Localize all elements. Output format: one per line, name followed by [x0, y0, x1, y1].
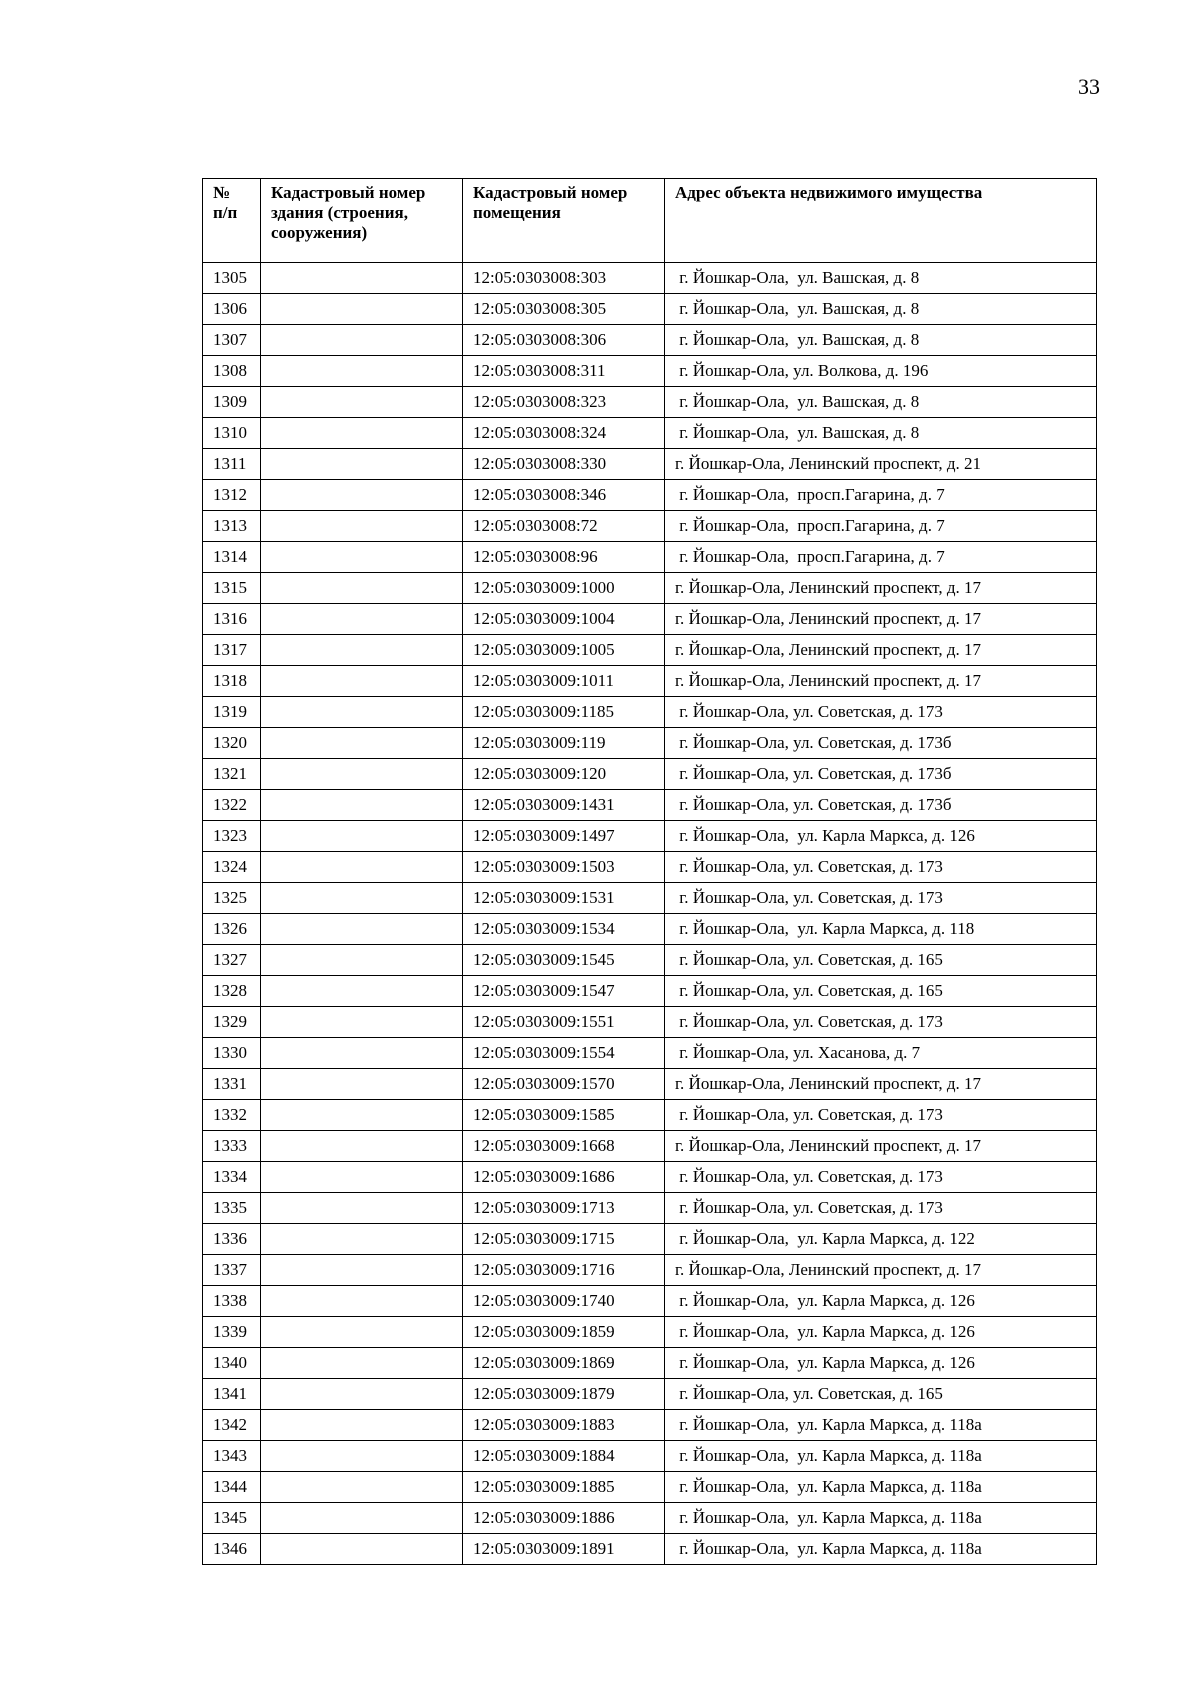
- building-cadastral-cell: [261, 604, 463, 635]
- row-number-cell: 1322: [203, 790, 261, 821]
- address-cell: г. Йошкар-Ола, ул. Вашская, д. 8: [665, 387, 1097, 418]
- address-cell: г. Йошкар-Ола, ул. Вашская, д. 8: [665, 263, 1097, 294]
- table-row: [203, 356, 1097, 387]
- building-cadastral-cell: [261, 325, 463, 356]
- table-row: [203, 387, 1097, 418]
- room-cadastral-cell: 12:05:0303009:1570: [463, 1069, 665, 1100]
- room-cadastral-cell: 12:05:0303009:1585: [463, 1100, 665, 1131]
- address-cell: г. Йошкар-Ола, ул. Вашская, д. 8: [665, 418, 1097, 449]
- building-cadastral-cell: [261, 697, 463, 728]
- building-cadastral-cell: [261, 852, 463, 883]
- row-number-cell: 1310: [203, 418, 261, 449]
- table-row: [203, 914, 1097, 945]
- room-cadastral-cell: 12:05:0303009:1713: [463, 1193, 665, 1224]
- row-number-cell: 1327: [203, 945, 261, 976]
- building-cadastral-cell: [261, 1503, 463, 1534]
- row-number-cell: 1323: [203, 821, 261, 852]
- building-cadastral-cell: [261, 976, 463, 1007]
- room-cadastral-cell: 12:05:0303009:1004: [463, 604, 665, 635]
- table-row: [203, 852, 1097, 883]
- table-row: [203, 1410, 1097, 1441]
- address-cell: г. Йошкар-Ола, ул. Карла Маркса, д. 118: [665, 914, 1097, 945]
- address-cell: г. Йошкар-Ола, Ленинский проспект, д. 17: [665, 604, 1097, 635]
- row-number-cell: 1324: [203, 852, 261, 883]
- address-cell: г. Йошкар-Ола, ул. Советская, д. 173: [665, 1100, 1097, 1131]
- building-cadastral-cell: [261, 1007, 463, 1038]
- building-cadastral-cell: [261, 418, 463, 449]
- building-cadastral-cell: [261, 1131, 463, 1162]
- address-cell: г. Йошкар-Ола, ул. Советская, д. 173: [665, 1162, 1097, 1193]
- address-cell: г. Йошкар-Ола, Ленинский проспект, д. 17: [665, 1069, 1097, 1100]
- table-row: [203, 790, 1097, 821]
- room-cadastral-cell: 12:05:0303008:306: [463, 325, 665, 356]
- row-number-cell: 1336: [203, 1224, 261, 1255]
- room-cadastral-cell: 12:05:0303009:1005: [463, 635, 665, 666]
- table-row: [203, 1317, 1097, 1348]
- row-number-cell: 1335: [203, 1193, 261, 1224]
- room-cadastral-cell: 12:05:0303009:1886: [463, 1503, 665, 1534]
- table-row: [203, 1038, 1097, 1069]
- room-cadastral-cell: 12:05:0303009:120: [463, 759, 665, 790]
- table-row: [203, 728, 1097, 759]
- building-cadastral-cell: [261, 1193, 463, 1224]
- table-row: [203, 1255, 1097, 1286]
- address-cell: г. Йошкар-Ола, ул. Вашская, д. 8: [665, 294, 1097, 325]
- address-cell: г. Йошкар-Ола, ул. Советская, д. 165: [665, 976, 1097, 1007]
- building-cadastral-cell: [261, 1379, 463, 1410]
- room-cadastral-cell: 12:05:0303009:1686: [463, 1162, 665, 1193]
- address-cell: г. Йошкар-Ола, просп.Гагарина, д. 7: [665, 542, 1097, 573]
- building-cadastral-cell: [261, 666, 463, 697]
- table-row: [203, 635, 1097, 666]
- table-row: [203, 294, 1097, 325]
- room-cadastral-cell: 12:05:0303009:1547: [463, 976, 665, 1007]
- building-cadastral-cell: [261, 1441, 463, 1472]
- address-cell: г. Йошкар-Ола, ул. Карла Маркса, д. 122: [665, 1224, 1097, 1255]
- table-row: [203, 1503, 1097, 1534]
- table-header: [203, 179, 1097, 263]
- building-cadastral-cell: [261, 1286, 463, 1317]
- row-number-cell: 1317: [203, 635, 261, 666]
- address-cell: г. Йошкар-Ола, ул. Вашская, д. 8: [665, 325, 1097, 356]
- row-number-cell: 1340: [203, 1348, 261, 1379]
- header-address: Адрес объекта недвижимого имущества: [665, 179, 1097, 263]
- building-cadastral-cell: [261, 790, 463, 821]
- room-cadastral-cell: 12:05:0303009:1859: [463, 1317, 665, 1348]
- building-cadastral-cell: [261, 1317, 463, 1348]
- row-number-cell: 1337: [203, 1255, 261, 1286]
- row-number-cell: 1342: [203, 1410, 261, 1441]
- building-cadastral-cell: [261, 263, 463, 294]
- address-cell: г. Йошкар-Ола, ул. Советская, д. 173б: [665, 790, 1097, 821]
- table-row: [203, 573, 1097, 604]
- building-cadastral-cell: [261, 914, 463, 945]
- address-cell: г. Йошкар-Ола, ул. Советская, д. 173б: [665, 728, 1097, 759]
- row-number-cell: 1307: [203, 325, 261, 356]
- building-cadastral-cell: [261, 542, 463, 573]
- room-cadastral-cell: 12:05:0303009:1740: [463, 1286, 665, 1317]
- table-row: [203, 1534, 1097, 1565]
- table-row: [203, 1472, 1097, 1503]
- building-cadastral-cell: [261, 945, 463, 976]
- table-row: [203, 945, 1097, 976]
- row-number-cell: 1328: [203, 976, 261, 1007]
- table-row: [203, 1100, 1097, 1131]
- building-cadastral-cell: [261, 294, 463, 325]
- room-cadastral-cell: 12:05:0303009:1185: [463, 697, 665, 728]
- building-cadastral-cell: [261, 387, 463, 418]
- address-cell: г. Йошкар-Ола, ул. Советская, д. 165: [665, 1379, 1097, 1410]
- address-cell: г. Йошкар-Ола, ул. Карла Маркса, д. 126: [665, 1348, 1097, 1379]
- table-row: [203, 883, 1097, 914]
- room-cadastral-cell: 12:05:0303009:1668: [463, 1131, 665, 1162]
- table-row: [203, 759, 1097, 790]
- address-cell: г. Йошкар-Ола, ул. Советская, д. 173: [665, 697, 1097, 728]
- table-row: [203, 1193, 1097, 1224]
- building-cadastral-cell: [261, 821, 463, 852]
- table-row: [203, 1131, 1097, 1162]
- row-number-cell: 1345: [203, 1503, 261, 1534]
- table-row: [203, 604, 1097, 635]
- row-number-cell: 1346: [203, 1534, 261, 1565]
- address-cell: г. Йошкар-Ола, ул. Карла Маркса, д. 126: [665, 821, 1097, 852]
- table-row: [203, 1069, 1097, 1100]
- room-cadastral-cell: 12:05:0303009:1503: [463, 852, 665, 883]
- page-number: 33: [1078, 74, 1100, 99]
- building-cadastral-cell: [261, 1100, 463, 1131]
- row-number-cell: 1332: [203, 1100, 261, 1131]
- row-number-cell: 1312: [203, 480, 261, 511]
- table-row: [203, 449, 1097, 480]
- row-number-cell: 1316: [203, 604, 261, 635]
- table-row: [203, 1162, 1097, 1193]
- table-row: [203, 1286, 1097, 1317]
- row-number-cell: 1320: [203, 728, 261, 759]
- row-number-cell: 1305: [203, 263, 261, 294]
- row-number-cell: 1343: [203, 1441, 261, 1472]
- room-cadastral-cell: 12:05:0303009:1869: [463, 1348, 665, 1379]
- row-number-cell: 1306: [203, 294, 261, 325]
- table-row: [203, 976, 1097, 1007]
- row-number-cell: 1338: [203, 1286, 261, 1317]
- address-cell: г. Йошкар-Ола, ул. Карла Маркса, д. 118а: [665, 1441, 1097, 1472]
- address-cell: г. Йошкар-Ола, ул. Карла Маркса, д. 118а: [665, 1503, 1097, 1534]
- row-number-cell: 1318: [203, 666, 261, 697]
- table-row: [203, 1007, 1097, 1038]
- building-cadastral-cell: [261, 480, 463, 511]
- table-row: [203, 1224, 1097, 1255]
- building-cadastral-cell: [261, 449, 463, 480]
- address-cell: г. Йошкар-Ола, ул. Карла Маркса, д. 126: [665, 1286, 1097, 1317]
- building-cadastral-cell: [261, 883, 463, 914]
- row-number-cell: 1325: [203, 883, 261, 914]
- building-cadastral-cell: [261, 1472, 463, 1503]
- room-cadastral-cell: 12:05:0303009:1531: [463, 883, 665, 914]
- room-cadastral-cell: 12:05:0303008:72: [463, 511, 665, 542]
- room-cadastral-cell: 12:05:0303009:1551: [463, 1007, 665, 1038]
- room-cadastral-cell: 12:05:0303009:1011: [463, 666, 665, 697]
- address-cell: г. Йошкар-Ола, Ленинский проспект, д. 17: [665, 1131, 1097, 1162]
- building-cadastral-cell: [261, 573, 463, 604]
- table-row: [203, 480, 1097, 511]
- table-body: [203, 263, 1097, 1565]
- address-cell: г. Йошкар-Ола, просп.Гагарина, д. 7: [665, 480, 1097, 511]
- address-cell: г. Йошкар-Ола, ул. Советская, д. 165: [665, 945, 1097, 976]
- row-number-cell: 1308: [203, 356, 261, 387]
- row-number-cell: 1331: [203, 1069, 261, 1100]
- building-cadastral-cell: [261, 759, 463, 790]
- building-cadastral-cell: [261, 635, 463, 666]
- room-cadastral-cell: 12:05:0303009:1879: [463, 1379, 665, 1410]
- row-number-cell: 1333: [203, 1131, 261, 1162]
- row-number-cell: 1334: [203, 1162, 261, 1193]
- address-cell: г. Йошкар-Ола, ул. Советская, д. 173: [665, 883, 1097, 914]
- building-cadastral-cell: [261, 511, 463, 542]
- room-cadastral-cell: 12:05:0303009:1554: [463, 1038, 665, 1069]
- room-cadastral-cell: 12:05:0303009:1891: [463, 1534, 665, 1565]
- building-cadastral-cell: [261, 1038, 463, 1069]
- building-cadastral-cell: [261, 728, 463, 759]
- table-row: [203, 263, 1097, 294]
- building-cadastral-cell: [261, 1410, 463, 1441]
- room-cadastral-cell: 12:05:0303008:303: [463, 263, 665, 294]
- header-row: [203, 179, 1097, 263]
- room-cadastral-cell: 12:05:0303009:1545: [463, 945, 665, 976]
- address-cell: г. Йошкар-Ола, Ленинский проспект, д. 17: [665, 573, 1097, 604]
- row-number-cell: 1321: [203, 759, 261, 790]
- address-cell: г. Йошкар-Ола, ул. Карла Маркса, д. 118а: [665, 1472, 1097, 1503]
- building-cadastral-cell: [261, 1162, 463, 1193]
- room-cadastral-cell: 12:05:0303008:330: [463, 449, 665, 480]
- room-cadastral-cell: 12:05:0303008:346: [463, 480, 665, 511]
- room-cadastral-cell: 12:05:0303008:96: [463, 542, 665, 573]
- table-row: [203, 418, 1097, 449]
- address-cell: г. Йошкар-Ола, ул. Волкова, д. 196: [665, 356, 1097, 387]
- room-cadastral-cell: 12:05:0303008:324: [463, 418, 665, 449]
- row-number-cell: 1315: [203, 573, 261, 604]
- address-cell: г. Йошкар-Ола, ул. Карла Маркса, д. 126: [665, 1317, 1097, 1348]
- address-cell: г. Йошкар-Ола, просп.Гагарина, д. 7: [665, 511, 1097, 542]
- address-cell: г. Йошкар-Ола, ул. Хасанова, д. 7: [665, 1038, 1097, 1069]
- row-number-cell: 1344: [203, 1472, 261, 1503]
- building-cadastral-cell: [261, 1224, 463, 1255]
- room-cadastral-cell: 12:05:0303009:1000: [463, 573, 665, 604]
- building-cadastral-cell: [261, 356, 463, 387]
- room-cadastral-cell: 12:05:0303009:1716: [463, 1255, 665, 1286]
- address-cell: г. Йошкар-Ола, Ленинский проспект, д. 17: [665, 1255, 1097, 1286]
- row-number-cell: 1326: [203, 914, 261, 945]
- room-cadastral-cell: 12:05:0303009:1497: [463, 821, 665, 852]
- row-number-cell: 1341: [203, 1379, 261, 1410]
- address-cell: г. Йошкар-Ола, Ленинский проспект, д. 17: [665, 635, 1097, 666]
- address-cell: г. Йошкар-Ола, ул. Советская, д. 173: [665, 852, 1097, 883]
- address-cell: г. Йошкар-Ола, ул. Советская, д. 173: [665, 1193, 1097, 1224]
- address-cell: г. Йошкар-Ола, Ленинский проспект, д. 17: [665, 666, 1097, 697]
- room-cadastral-cell: 12:05:0303009:1534: [463, 914, 665, 945]
- room-cadastral-cell: 12:05:0303009:1885: [463, 1472, 665, 1503]
- row-number-cell: 1313: [203, 511, 261, 542]
- table-row: [203, 1348, 1097, 1379]
- address-cell: г. Йошкар-Ола, ул. Карла Маркса, д. 118а: [665, 1534, 1097, 1565]
- row-number-cell: 1311: [203, 449, 261, 480]
- header-room-cadastral-number: Кадастровый номер помещения: [463, 179, 665, 263]
- row-number-cell: 1319: [203, 697, 261, 728]
- header-building-cadastral-number: Кадастровый номер здания (строения, сооружения): [261, 179, 463, 263]
- building-cadastral-cell: [261, 1348, 463, 1379]
- table-row: [203, 1379, 1097, 1410]
- row-number-cell: 1309: [203, 387, 261, 418]
- building-cadastral-cell: [261, 1255, 463, 1286]
- table-row: [203, 511, 1097, 542]
- table-row: [203, 325, 1097, 356]
- table-row: [203, 542, 1097, 573]
- room-cadastral-cell: 12:05:0303009:1715: [463, 1224, 665, 1255]
- row-number-cell: 1339: [203, 1317, 261, 1348]
- room-cadastral-cell: 12:05:0303008:305: [463, 294, 665, 325]
- room-cadastral-cell: 12:05:0303008:311: [463, 356, 665, 387]
- header-row-number: № п/п: [203, 179, 261, 263]
- room-cadastral-cell: 12:05:0303009:1883: [463, 1410, 665, 1441]
- address-cell: г. Йошкар-Ола, ул. Карла Маркса, д. 118а: [665, 1410, 1097, 1441]
- room-cadastral-cell: 12:05:0303009:119: [463, 728, 665, 759]
- address-cell: г. Йошкар-Ола, ул. Советская, д. 173б: [665, 759, 1097, 790]
- table-row: [203, 697, 1097, 728]
- table-row: [203, 821, 1097, 852]
- address-cell: г. Йошкар-Ола, ул. Советская, д. 173: [665, 1007, 1097, 1038]
- room-cadastral-cell: 12:05:0303008:323: [463, 387, 665, 418]
- row-number-cell: 1329: [203, 1007, 261, 1038]
- table-row: [203, 666, 1097, 697]
- building-cadastral-cell: [261, 1534, 463, 1565]
- property-registry-table: [202, 178, 1097, 1565]
- table-row: [203, 1441, 1097, 1472]
- building-cadastral-cell: [261, 1069, 463, 1100]
- room-cadastral-cell: 12:05:0303009:1884: [463, 1441, 665, 1472]
- room-cadastral-cell: 12:05:0303009:1431: [463, 790, 665, 821]
- row-number-cell: 1314: [203, 542, 261, 573]
- address-cell: г. Йошкар-Ола, Ленинский проспект, д. 21: [665, 449, 1097, 480]
- row-number-cell: 1330: [203, 1038, 261, 1069]
